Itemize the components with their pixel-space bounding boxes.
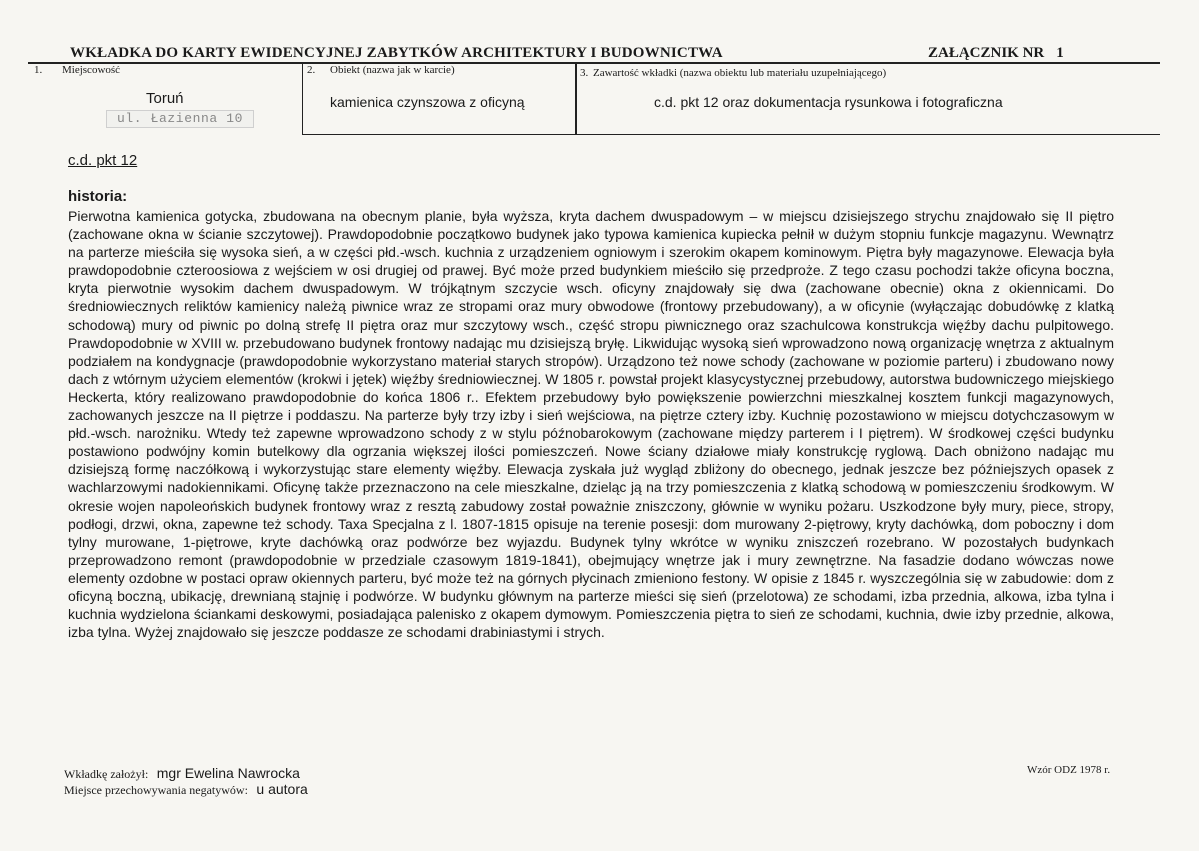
attachment-number: 1 <box>1056 45 1064 61</box>
field-3-value: c.d. pkt 12 oraz dokumentacja rysunkowa i fotograficzna <box>654 94 1003 110</box>
history-text: Pierwotna kamienica gotycka, zbudowana na obecnym planie, była wyższa, kryta dachem dwuspadowym – w miejscu dzisiejszego strychu znajdowało się II piętro (zachowane okna w ścianie szczytowej). Prawdopodobnie początkowo budynek jako typowa kamienica kupiecka pełnił w dużym stopniu funkcje magazynu. Wewnątrz na parterze mieściła się wysoka sień, a w części płd.-wsch. kuchnia z urządzeniem ogniowym i szerokim okapem kominowym. Piętra były magazynowe. Elewacja była prawdopodobnie czteroosiowa z wejściem w osi drugiej od prawej. Być może przed budynkiem mieściło się przedproże. Z tego czasu pochodzi także oficyna boczna, kryta pierwotnie wysokim dachem dwuspadowym. W trójkątnym szczycie wsch. oficyny znajdowały się dwa (zachowane obecnie) okna z okiennicami. Do średniowiecznych reliktów kamienicy należą piwnice wraz ze stropami oraz mury obwodowe (frontowy przebudowany), a w oficynie (wyłączając dobudówkę z klatką schodową) mury od piwnic po dolną strefę II piętra oraz mur szczytowy wsch., część stropu piwnicznego oraz szachulcowa konstrukcja więźby dachu pulpitowego. Prawdopodobnie w XVIII w. przebudowano budynek frontowy nadając mu dzisiejszą bryłę. Likwidując wysoką sień wprowadzono nową organizację wnętrza z aktualnym podziałem na kondygnacje (prawdopodobnie wykorzystano materiał starych stropów). Urządzono też nowe schody (zachowane w poziomie parteru) i zbudowano nowy dach z wtórnym użyciem elementów (krokwi i jętek) więźby średniowiecznej. W 1805 r. powstał projekt klasycystycznej przebudowy, autorstwa budowniczego miejskiego Heckerta, który realizowano prawdopodobnie do końca 1806 r.. Efektem przebudowy było powiększenie powierzchni mieszkalnej kosztem funkcji magazynowych, zachowanych jeszcze na II piętrze i poddaszu. Na parterze były trzy izby i sień wejściowa, na piętrze cztery izby. Kuchnię pozostawiono w miejscu dotychczasowym w płd.-wsch. narożniku. Wtedy też zapewne wprowadzono schody z w stylu późnobarokowym (zachowane między parterem i I piętrem). W środkowej części budynku postawiono podwójny komin butelkowy dla ogrzania większej ilości pomieszczeń. Nowe ściany działowe miały konstrukcję ryglową. Dach obniżono nadając mu dzisiejszą formę naczółkową i wykorzystując stare elementy więźby. Elewacja zyskała już wygląd zbliżony do obecnego, jednak jeszcze bez późniejszych opasek z wachlarzowymi nadokiennikami. Oficynę także przeznaczono na cele mieszkalne, dzieląc ją na trzy pomieszczenia z klatką schodową w pomieszczeniu środkowym. W okresie wojen napoleońskich budynek frontowy wraz z resztą zabudowy został poważnie zniszczony, głównie w wyniku pożaru. Uszkodzone były mury, piece, stropy, podłogi, drzwi, okna, zapewne też schody. Taxa Specjalna z l. 1807-1815 opisuje na terenie posesji: dom murowany 2-piętrowy, kryty dachówką, dom poboczny i dom tylny murowane, 1-piętrowe, kryte dachówką oraz podwórze bez wyjazdu. Budynek tylny wkrótce w wyniku zniszczeń rozebrano. W pozostałych budynkach przeprowadzono remont (prawdopodobnie w przedziale czasowym 1819-1841), obejmujący wnętrze jak i mury zewnętrzne. Na fasadzie dodano wówczas nowe elementy ozdobne w postaci opraw okiennych parteru, być może też na górnych płycinach zmieniono festony. W opisie z 1845 r. wyszczególnia się w zabudowie: dom z oficyną boczną, ubikację, drewnianą stajnię i podwórze. W budynku głównym na parterze mieści się sień (przelotowa) ze schodami, izba przednia, alkowa, izba tylna i kuchnia wydzielona ściankami deskowymi, posiadająca palenisko z okapem dymowym. Pomieszczenia piętra to sień ze schodami, kuchnia, dwie izby przednie, alkowa, izba tylna. Wyżej znajdowało się jeszcze poddasze ze schodami drabiniastymi i strych. <box>68 208 1114 641</box>
form-pattern: Wzór ODZ 1978 r. <box>1027 764 1111 776</box>
attachment-label <box>928 45 1064 62</box>
storage-value: u autora <box>256 781 308 797</box>
author-name: mgr Ewelina Nawrocka <box>156 765 300 781</box>
field-2-value: kamienica czynszowa z oficyną <box>330 94 525 110</box>
page-title: WKŁADKA DO KARTY EWIDENCYJNEJ ZABYTKÓW ARCHITEKTURY I BUDOWNICTWA <box>70 45 723 61</box>
table-bottom-rule <box>302 134 1160 135</box>
field-1-number: 1. <box>34 64 43 76</box>
field-2-number: 2. <box>307 64 316 76</box>
author-label: Wkładkę założył: <box>64 767 149 781</box>
storage-label: Miejsce przechowywania negatywów: <box>64 783 248 797</box>
header-rule <box>28 62 1160 64</box>
column-divider-1 <box>302 63 303 134</box>
attachment-text: ZAŁĄCZNIK NR <box>928 45 1045 61</box>
field-2-label: Obiekt (nazwa jak w karcie) <box>330 64 455 76</box>
field-1-value: Toruń <box>146 90 184 107</box>
header-row <box>30 45 1160 63</box>
field-3-number: 3. <box>580 67 589 79</box>
history-heading: historia: <box>68 188 128 205</box>
section-heading: c.d. pkt 12 <box>68 152 138 169</box>
field-3-label: Zawartość wkładki (nazwa obiektu lub materiału uzupełniającego) <box>593 67 887 79</box>
address-stamp: ul. Łazienna 10 <box>106 110 254 128</box>
column-divider-2 <box>575 63 577 134</box>
storage-line <box>64 781 308 799</box>
field-1-label: Miejscowość <box>62 64 121 76</box>
